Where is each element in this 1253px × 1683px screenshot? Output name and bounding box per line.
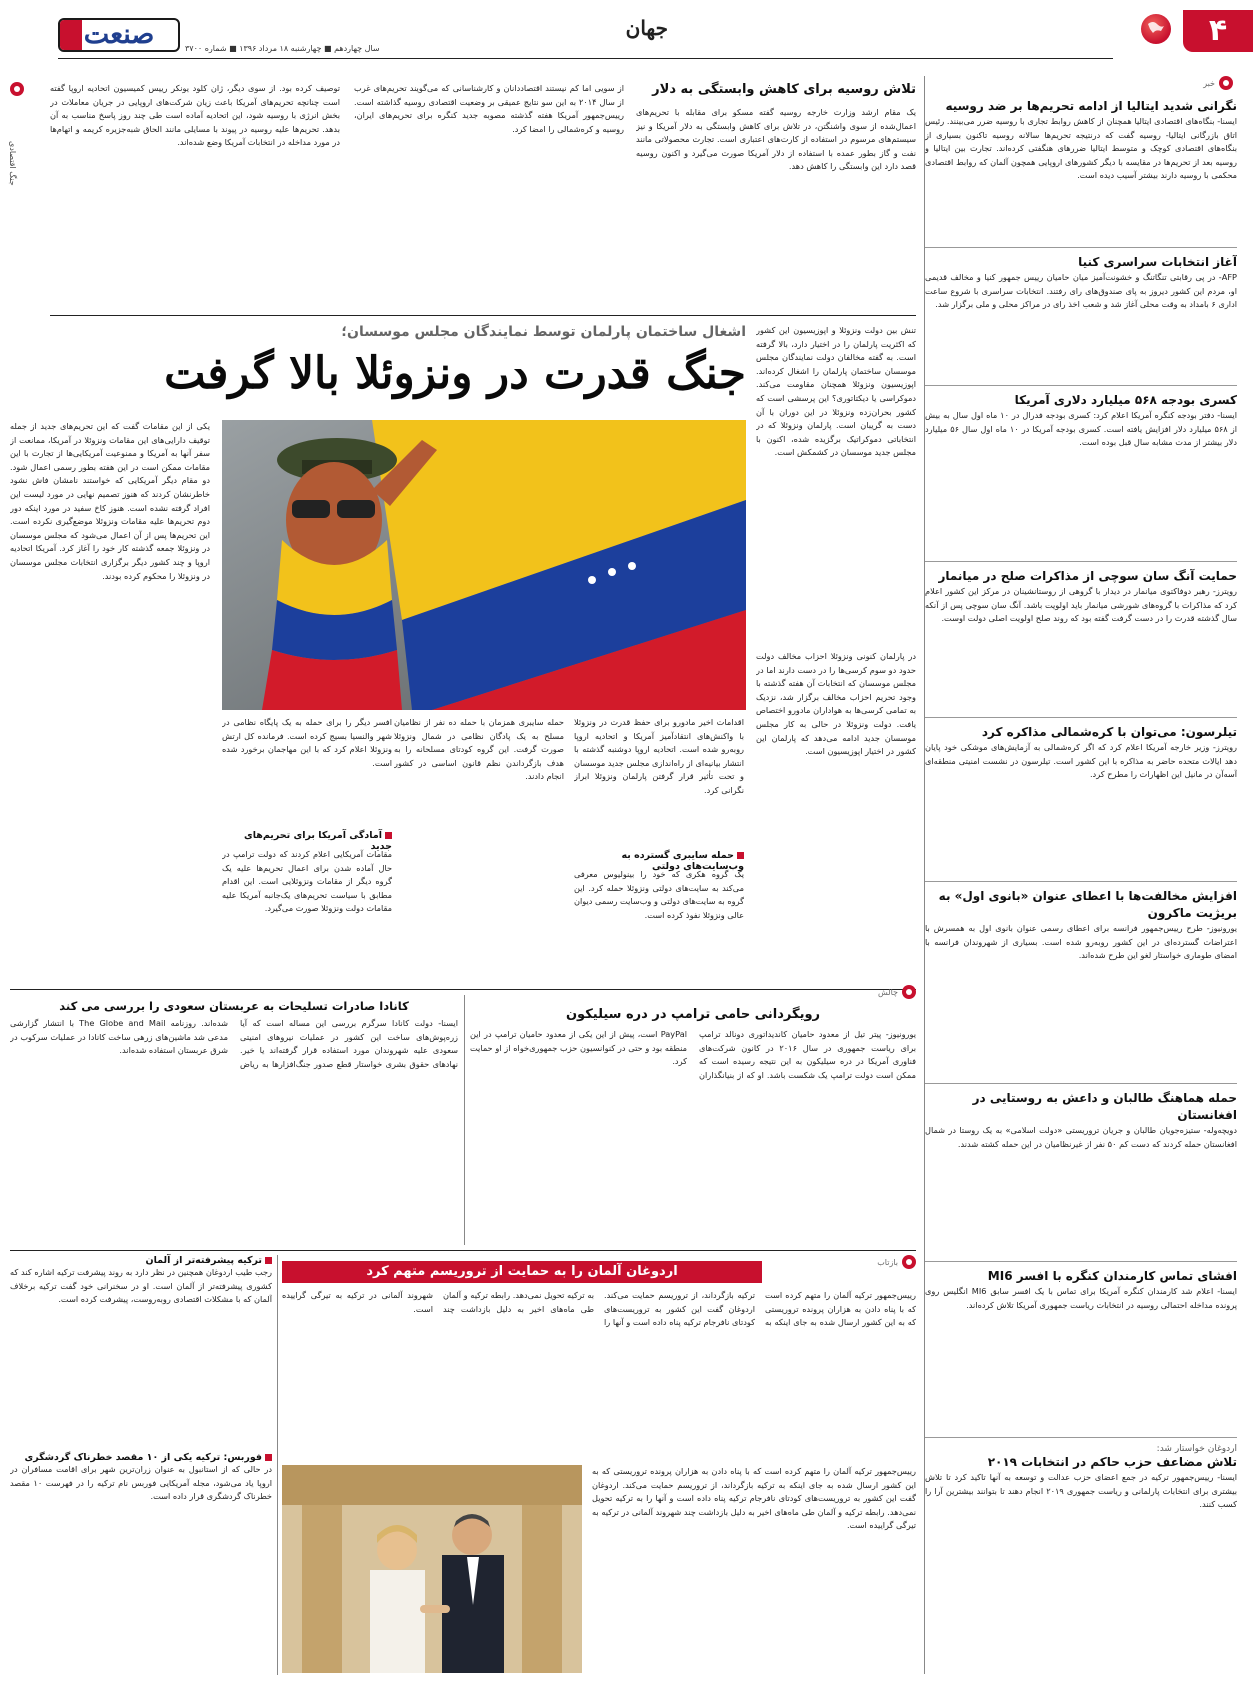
- reflection-tag-icon: [902, 1255, 916, 1269]
- news-tag-icon: [1219, 76, 1233, 90]
- erdogan-merkel-photo: [282, 1465, 582, 1673]
- main-col-intro: تنش بین دولت ونزوئلا و اپوزیسیون این کشور که اکثریت پارلمان را در اختیار دارد، بالا گرفته است. به گفته مخالفان دولت نمایندگان مجلس موسسان ساختمان پارلمان را اشغال کرده‌اند. اپوزیسیون ونزوئلا همچنان مقاومت می‌کند. دموکراسی یا دیکتاتوری؟ این پرسشی است که کشور بحران‌زده ونزوئلا در این دوران با آن دست به گریبان است. پارلمان ونزوئلا که در انتخاباتی دموکراتیک برگزیده شده، اکنون با مجلس جدید موسسان در کشمکش است.: [756, 325, 916, 458]
- silicon-article: [470, 985, 916, 1245]
- header-rule: [58, 58, 1113, 59]
- venezuela-photo-art: [222, 420, 746, 710]
- erdogan-body: رییس‌جمهور ترکیه آلمان را متهم کرده است که با پناه دادن به هزاران پرونده تروریستی که به این کشور ارسال شده به جای اینکه به ترکیه بازگرداند، از تروریسم حمایت می‌کند. اردوغان گفت این کشور به تروریست‌های کودتای نافرجام ترکیه پناه داده است و آنها را به ترکیه تحویل نمی‌دهد. رابطه ترکیه و آلمان طی ماه‌های اخیر به دلیل بازداشت چند شهروند آلمانی در ترکیه به تیرگی گراییده است.: [282, 1290, 916, 1328]
- turkey-sub1: ترکیه پیشرفته‌تر از آلمان: [10, 1255, 272, 1266]
- canada-title: کانادا صادرات تسلیحات به عربستان سعودی را بررسی می کند: [59, 999, 409, 1013]
- main-col-a-subhead: حمله سایبری گسترده به وب‌سایت‌های دولتی: [621, 850, 744, 872]
- venezuela-photo: [222, 420, 746, 710]
- logo-text: صنعت: [83, 19, 155, 50]
- main-col-a: اقدامات اخیر مادورو برای حفظ قدرت در ونزوئلا با واکنش‌های انتقادآمیز آمریکا و اتحادیه اروپا روبه‌رو شده است. اتحادیه اروپا دوشنبه گذشته با انتشار بیانیه‌ای از راه‌اندازی مجلس جدید موسسان و تحت تأثیر قرار گرفتن پارلمان ونزوئلا ابراز نگرانی کرد.: [574, 717, 744, 795]
- erdogan-article: [282, 1255, 916, 1675]
- sidebar-item: آغاز انتخابات سراسری کنیا AFP- در پی رقابتی تنگاتنگ و خشونت‌آمیز میان حامیان رییس جمهور کنیا و مخالف قدیمی او، مردم این کشور دیروز به پای صندوق‌های رای رفتند. انتخابات سراسری با شروع ساعت اداری ۶ بامداد به وقت محلی آغاز شد و شعب اخذ رای در مراکز محلی و ملی برگزار شد.: [925, 254, 1237, 386]
- news-tag: خبر: [1203, 76, 1233, 90]
- turkey-sub2: فوربس: ترکیه یکی از ۱۰ مقصد خطرناک گردشگری: [10, 1452, 272, 1463]
- erdogan-merkel-photo-art: [282, 1465, 582, 1673]
- turkey-body2: در حالی که از استانبول به عنوان زران‌ترین شهر برای اقامت مسافران در اروپا یاد می‌شود، مجله آمریکایی فوربس نام ترکیه را در فهرست ۱۰ مقصد خطرناک گردشگری قرار داده است.: [10, 1464, 272, 1502]
- mid-rule: [10, 1250, 916, 1251]
- main-left-col: یکی از این مقامات گفت که این تحریم‌های جدید از جمله توقیف دارایی‌های این مقامات ونزوئلا در آمریکا، ممانعت از سفر آنها به آمریکا و ممنوعیت آمریکایی‌ها از تجارت با این مقامات ممکن است در این هفته بطور رسمی اعمال شود. دو مقام دیگر آمریکایی که خواستند نامشان فاش نشود خاطرنشان کردند که هنوز تصمیم نهایی در مورد لیست این افراد گرفته نشده است. هنوز کاخ سفید در مورد اینکه دور دوم تحریم‌ها علیه مقامات ونزوئلا موضع‌گیری نکرده است. این تحریم‌ها پس از آن اعمال می‌شود که مجلس موسسان در ونزوئلا جمعه گذشته کار خود را آغاز کرد. آمریکا اتحادیه اروپا و چند کشور دیگر برگزاری انتخابات مجلس موسسان در ونزوئلا را محکوم کرده بودند.: [10, 421, 210, 581]
- sidebar-item: نگرانی شدید ایتالیا از ادامه تحریم‌ها بر ضد روسیه ایسنا- بنگاه‌های اقتصادی ایتالیا همچنان از کاهش روابط تجاری با روسیه ضرر می‌بینند. رئیس اتاق بازرگانی ایتالیا- روسیه گفت که درنتیجه تحریم‌ها سالانه روسیه تاکنون بسیاری از بنگاه‌های اقتصادی کوچک و متوسط ایتالیا ضررهای هنگفتی کرده‌اند. تجارت بین ایتالیا و روسیه بعد از تحریم‌ها در مقایسه با دیگر کشورهای اروپایی همچون آلمان که روابط اقتصادی محکمی با روسیه دارند بیشتر آسیب دیده است.: [925, 98, 1237, 248]
- main-col-a2: یک گروه هکری که خود را بینولیوس معرفی می‌کند به سایت‌های دولتی ونزوئلا حمله کرد. این گروه به سایت‌های دولتی و وب‌سایت رسمی دیوان عالی ونزوئلا نفوذ کرده است.: [574, 869, 744, 920]
- main-col-b: حمله سایبری همزمان با حمله ده نفر از نظامیان مسلح به یک پادگان نظامی در شمال ونزوئلا صورت گرفت. این گروه کودتای مسلحانه را به هدف بازگرداندن نظم قانون اساسی در کشور انجام دادند.: [394, 717, 564, 782]
- challenge-tag: چالش: [878, 985, 916, 999]
- page-number: ۴: [1208, 13, 1228, 48]
- masthead-logo: [58, 18, 180, 52]
- page-number-tab: [1183, 10, 1253, 52]
- challenge-tag-icon: [902, 985, 916, 999]
- russia-title: تلاش روسیه برای کاهش وابستگی به دلار: [652, 82, 916, 97]
- turkey-body1: رجب طیب اردوغان همچنین در نظر دارد به روند پیشرفت ترکیه اشاره کند که کشوری پیشرفته‌تر از آلمان است. او در سخنرانی خود گفت ترکیه برخلاف آلمان که با مشکلات اقتصادی روبه‌روست، پیشرفت کرده است.: [10, 1267, 272, 1305]
- main-col-c-subhead: آمادگی آمریکا برای تحریم‌های جدید: [244, 830, 392, 852]
- russia-article: [8, 76, 916, 316]
- turkey-side: [10, 1255, 272, 1675]
- page-header: [0, 0, 1253, 58]
- silicon-body: یورونیوز- پیتر تیل از معدود حامیان کاندیداتوری دونالد ترامپ برای ریاست جمهوری در سال ۲۰۱۶ در کانون شرکت‌های فناوری آمریکا در دره سیلیکون به این نتیجه رسیده است که ممکن است دولت ترامپ یک شکست باشد. او که از بنیانگذاران PayPal است، پیش از این یکی از معدود حامیان ترامپ در این منطقه بود و حتی در کنوانسیون حزب جمهوری‌خواه از او حمایت کرد.: [470, 1029, 916, 1080]
- sidebar-item: تیلرسون: می‌توان با کره‌شمالی مذاکره کرد رویترز- وزیر خارجه آمریکا اعلام کرد که اگر کره‌شمالی به آزمایش‌های موشکی خود پایان دهد ایالات متحده حاضر به مذاکره با این کشور است. تیلرسون در نشست امنیتی منطقه‌ای آسه‌آن در مانیل این اظهارات را مطرح کرد.: [925, 724, 1237, 882]
- sidebar: [925, 76, 1237, 1674]
- canada-body: ایسنا- دولت کانادا سرگرم بررسی این مساله است که آیا زره‌پوش‌های ساخت این کشور در عملیات نیروهای امنیتی سعودی علیه شهروندان مورد استفاده قرار گرفته‌اند یا خیر. نهادهای حقوق بشری خواستار قطع صدور جنگ‌افزارها به ریاض شده‌اند. روزنامه The Globe and Mail با انتشار گزارشی مدعی شد ماشین‌های زرهی ساخت کانادا در عملیات سرکوب در شرق عربستان استفاده شده‌اند.: [10, 1018, 458, 1069]
- reflection-tag: بازتاب: [877, 1255, 916, 1269]
- russia-col1: یک مقام ارشد وزارت خارجه روسیه گفته مسکو برای مقابله با تحریم‌های اعمال‌شده از سوی واشنگتن، در تلاش برای کاهش وابستگی به دلار آمریکا و نیز سیستم‌های مرسوم در استفاده از کارت‌های اعتباری است. تجارت محصولاتی مانند نفت و گاز بطور عمده با استفاده از دلار آمریکا صورت می‌گیرد و اکنون روسیه قصد دارد این وابستگی را کاهش دهد.: [636, 107, 916, 172]
- russia-col3: توصیف کرده بود. از سوی دیگر، ژان کلود یونکر رییس کمیسیون اتحادیه اروپا گفته است چنانچه تحریم‌های آمریکا باعث زیان شرکت‌های اروپایی در جریان معاملات در بخش انرژی با روسیه شود، این اتحادیه آماده است طی چند روز پاسخ مناسب به آن بدهد. تحریم‌ها علیه روسیه در پیوند با مسایلی مانند الحاق شبه‌جزیره کریمه و اتهام‌ها در مورد مداخله در انتخابات آمریکا وضع شده‌اند.: [50, 83, 340, 148]
- sidebar-item: افشای تماس کارمندان کنگره با افسر MI6 ایسنا- اعلام شد کارمندان کنگره آمریکا برای تماس با یک افسر سابق MI6 انگلیس روی پرونده مداخله احتمالی روسیه در انتخابات ریاست جمهوری آمریکا تلاش کرده‌اند.: [925, 1268, 1237, 1438]
- main-col-intro2: در پارلمان کنونی ونزوئلا احزاب مخالف دولت حدود دو سوم کرسی‌ها را در دست دارند اما در مجلس موسسان که انتخابات آن هفته گذشته با وجود تحریم احزاب مخالف برگزار شد، نزدیک به تمامی کرسی‌ها به هواداران مادورو اختصاص یافت. دولت ونزوئلا در حالی به کار مجلس موسسان جدید ادامه می‌دهد که پارلمان این کشور در اختیار اپوزیسیون است.: [756, 651, 916, 757]
- main-col-c2: مقامات آمریکایی اعلام کردند که دولت ترامپ در حال آماده شدن برای اعمال تحریم‌ها علیه یک گروه دیگر از مقامات ونزوئلایی است. این اقدام مطابق با سیاست تحریم‌های یک‌جانبه آمریکا علیه مقامات دولت ونزوئلا صورت می‌گیرد.: [222, 849, 392, 914]
- side-tag: [10, 82, 24, 96]
- russia-col2: از سویی اما کم نیستند اقتصاددانان و کارشناسانی که می‌گویند تحریم‌های غرب از سال ۲۰۱۴ به این سو نتایج عمیقی بر وضعیت اقتصادی روسیه گذاشته است. رییس‌جمهور آمریکا هفته گذشته مصوبه جدید کنگره برای تحریم‌های ایران، روسیه و کره‌شمالی را امضا کرد.: [354, 83, 624, 134]
- globe-icon: [1141, 14, 1171, 44]
- side-tag-icon: [10, 82, 24, 96]
- turkey-divider: [277, 1255, 278, 1675]
- side-tag-label: جنگ اقتصادی: [8, 141, 17, 186]
- canada-article: [10, 995, 458, 1245]
- erdogan-body-cont: رییس‌جمهور ترکیه آلمان را متهم کرده است که با پناه دادن به هزاران پرونده تروریستی که به این کشور ارسال شده به جای اینکه به ترکیه بازگرداند، از تروریسم حمایت می‌کند. اردوغان گفت این کشور به تروریست‌های کودتای نافرجام ترکیه پناه داده است و آنها را به ترکیه تحویل نمی‌دهد. رابطه ترکیه و آلمان طی ماه‌های اخیر به دلیل بازداشت چند شهروند آلمانی در ترکیه به تیرگی گراییده است.: [592, 1466, 916, 1531]
- russia-bottom-rule: [50, 315, 916, 316]
- silicon-title: رویگردانی حامی ترامپ در دره سیلیکون: [565, 1007, 821, 1022]
- section-title: جهان: [625, 16, 668, 40]
- main-col-c: افسر دیگر را برای حمله به یک پایگاه نظامی در شهر والنسیا بسیج کرده است. فرمانده کل ارتش ونزوئلا اعلام کرد که با این مهاجمان برخورد شده است.: [222, 717, 392, 768]
- sidebar-item: افزایش مخالفت‌ها با اعطای عنوان «بانوی اول» به بریژیت ماکرون یورونیوز- طرح رییس‌جمهور فرانسه برای اعطای رسمی عنوان بانوی اول به همسرش با اعتراضات گسترده‌ای در این کشور روبه‌رو شده است. بسیاری از شهروندان فرانسه با امضای طوماری خواستار لغو این طرح شده‌اند.: [925, 888, 1237, 1084]
- sidebar-item: اردوغان خواستار شد: تلاش مضاعف حزب حاکم در انتخابات ۲۰۱۹ ایسنا- رییس‌جمهور ترکیه در جمع اعضای حزب عدالت و توسعه به آنها تاکید کرد تا تلاش بیشتری برای انتخابات پارلمانی و ریاست جمهوری ۲۰۱۹ انجام دهند تا بتوانند بیشترین آرا را کسب کنند.: [925, 1444, 1237, 1510]
- erdogan-title: اردوغان آلمان را به حمایت از تروریسم متهم کرد: [366, 1264, 678, 1279]
- sidebar-divider: [924, 76, 925, 1674]
- main-headline: جنگ قدرت در ونزوئلا بالا گرفت: [164, 348, 746, 399]
- issue-info: سال چهاردهم ■ چهارشنبه ۱۸ مرداد ۱۳۹۶ ■ شماره ۳۷۰۰: [185, 44, 380, 53]
- erdogan-title-banner: [282, 1261, 762, 1283]
- logo-accent: [60, 20, 82, 50]
- sidebar-item: حمایت آنگ سان سوچی از مذاکرات صلح در میانمار رویترز- رهبر دوفاکتوی میانمار در دیدار با گروهی از روستانشینان در مرکز این کشور اعلام کرد که مذاکرات با گروه‌های شورشی میانمار باید اولویت باشد. آنگ سان سوچی پس از آنکه سال گذشته قدرت را در دست گرفت گفته بود که روند صلح اولویت اصلی دولت اوست.: [925, 568, 1237, 718]
- main-article: [10, 320, 916, 990]
- sidebar-item: کسری بودجه ۵۶۸ میلیارد دلاری آمریکا ایسنا- دفتر بودجه کنگره آمریکا اعلام کرد: کسری بودجه فدرال در ۱۰ ماه اول سال به بیش از ۵۶۸ میلیارد دلار افزایش یافته است. کسری بودجه آمریکا در ۱۰ ماه اول سال ۵۶ میلیارد دلار بیشتر از مدت مشابه سال قبل بوده است.: [925, 392, 1237, 562]
- sidebar-kicker: اردوغان خواستار شد:: [1156, 1444, 1237, 1454]
- canada-divider: [464, 995, 465, 1245]
- sidebar-item: حمله هماهنگ طالبان و داعش به روستایی در افغانستان دویچه‌وله- ستیزه‌جویان طالبان و جریان تروریستی «دولت اسلامی» به یک روستا در شمال افغانستان حمله کردند که دست کم ۵۰ نفر از غیرنظامیان در این حمله کشته شدند.: [925, 1090, 1237, 1262]
- main-kicker: اشغال ساختمان پارلمان توسط نمایندگان مجلس موسسان؛: [341, 324, 746, 340]
